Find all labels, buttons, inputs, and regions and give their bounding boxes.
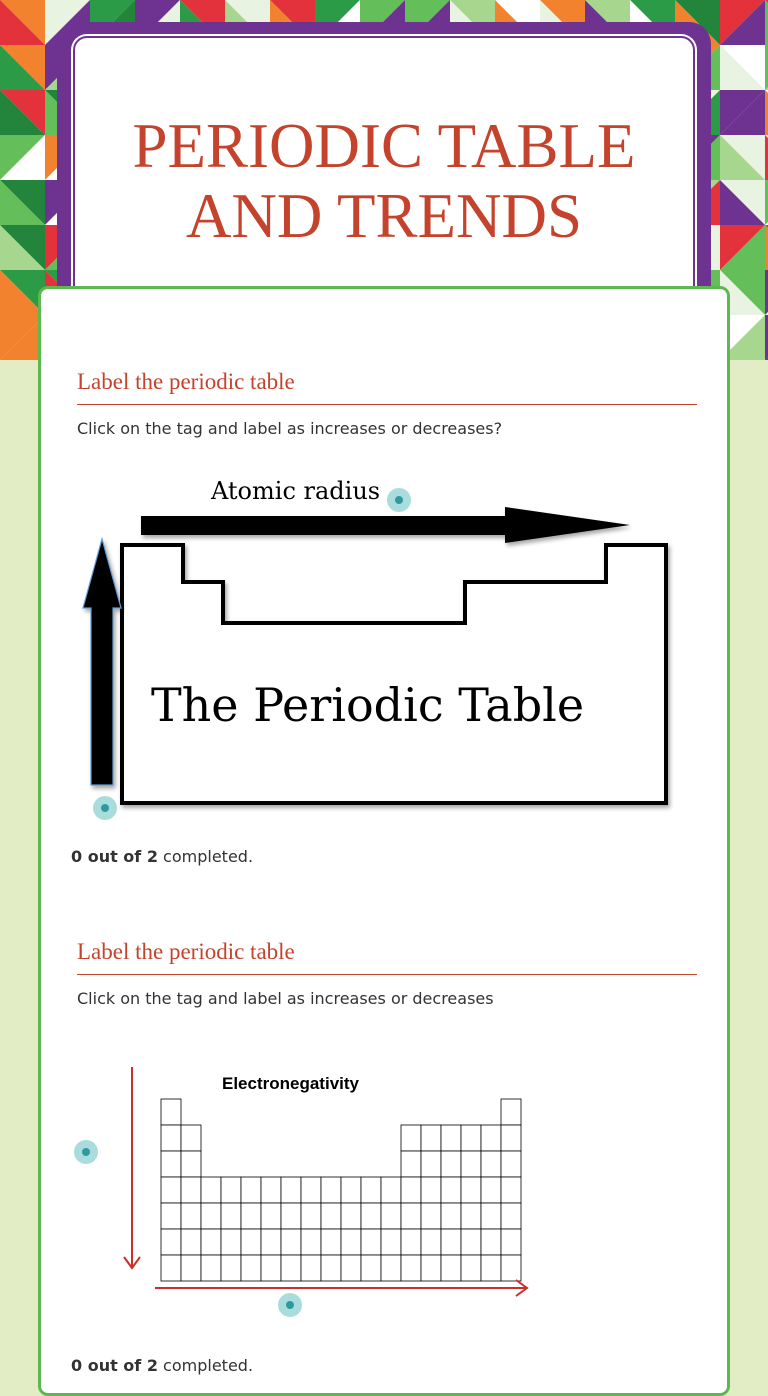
element-cell [261,1177,281,1203]
section-2-instruction: Click on the tag and label as increases or decreases [77,989,494,1008]
element-cell [181,1151,201,1177]
element-cell [321,1177,341,1203]
periodic-table-outline [122,545,666,803]
element-cell [181,1203,201,1229]
element-cell [501,1151,521,1177]
hotspot-icon[interactable] [93,796,117,820]
electronegativity-label: Electronegativity [222,1074,359,1093]
element-cell [221,1229,241,1255]
element-cell [481,1203,501,1229]
element-cell [381,1255,401,1281]
element-cell [341,1177,361,1203]
element-cell [381,1229,401,1255]
element-cell [281,1203,301,1229]
element-cell [421,1229,441,1255]
element-cell [501,1125,521,1151]
element-cell [361,1177,381,1203]
element-cell [301,1255,321,1281]
element-cell [241,1229,261,1255]
element-cell [361,1203,381,1229]
element-cell [321,1203,341,1229]
element-cell [441,1177,461,1203]
element-cell [481,1255,501,1281]
page-title [75,111,693,251]
hotspot-icon[interactable] [74,1140,98,1164]
element-cell [201,1229,221,1255]
element-cell [161,1125,181,1151]
page-title-line-2: AND TRENDS [185,181,583,251]
element-cell [241,1255,261,1281]
element-cell [161,1229,181,1255]
element-cell [361,1229,381,1255]
element-cell [341,1229,361,1255]
element-cell [261,1203,281,1229]
element-cell [261,1229,281,1255]
arrow-right-icon [155,1280,527,1296]
element-cell [421,1255,441,1281]
atomic-radius-diagram [75,473,675,821]
element-cell [161,1177,181,1203]
element-cell [401,1125,421,1151]
page-title-line-1: PERIODIC TABLE [132,111,636,181]
element-cell [461,1177,481,1203]
element-cell [501,1099,521,1125]
element-cell [161,1099,181,1125]
element-cell [461,1229,481,1255]
element-cell [161,1151,181,1177]
element-cell [461,1151,481,1177]
element-cell [501,1177,521,1203]
arrow-right-icon [141,507,630,543]
element-cell [221,1255,241,1281]
element-cell [181,1255,201,1281]
element-cell [401,1177,421,1203]
periodic-table-label: The Periodic Table [151,678,585,732]
arrow-up-icon [83,539,121,785]
section-1-instruction: Click on the tag and label as increases or decreases? [77,419,503,438]
element-cell [401,1203,421,1229]
element-cell [381,1203,401,1229]
element-cell [441,1229,461,1255]
element-cell [281,1229,301,1255]
element-cell [181,1177,201,1203]
element-cell [461,1203,481,1229]
element-cell [241,1177,261,1203]
element-cell [501,1229,521,1255]
element-cell [441,1125,461,1151]
element-cell [501,1255,521,1281]
element-cell [441,1203,461,1229]
element-cell [161,1203,181,1229]
section-2-heading: Label the periodic table [77,939,697,975]
element-cell [301,1177,321,1203]
element-cell [161,1255,181,1281]
section-2-progress-text: completed. [157,1356,254,1375]
periodic-table-grid [161,1099,521,1281]
element-cell [481,1151,501,1177]
element-cell [181,1125,201,1151]
element-cell [321,1229,341,1255]
element-cell [441,1255,461,1281]
element-cell [421,1151,441,1177]
element-cell [501,1203,521,1229]
element-cell [461,1125,481,1151]
element-cell [401,1151,421,1177]
element-cell [221,1177,241,1203]
hotspot-icon[interactable] [278,1293,302,1317]
section-1-progress [71,847,253,866]
element-cell [401,1255,421,1281]
section-2-progress [71,1356,253,1375]
element-cell [481,1125,501,1151]
element-cell [201,1177,221,1203]
element-cell [241,1203,261,1229]
section-2-progress-count: 0 out of 2 [71,1356,158,1375]
element-cell [341,1203,361,1229]
title-card [73,36,695,322]
element-cell [221,1203,241,1229]
atomic-radius-label: Atomic radius [211,477,381,505]
element-cell [341,1255,361,1281]
element-cell [461,1255,481,1281]
element-cell [321,1255,341,1281]
element-cell [181,1229,201,1255]
element-cell [481,1177,501,1203]
element-cell [301,1203,321,1229]
element-cell [441,1151,461,1177]
element-cell [301,1229,321,1255]
element-cell [481,1229,501,1255]
element-cell [401,1229,421,1255]
title-frame [57,22,711,322]
element-cell [281,1255,301,1281]
electronegativity-diagram [67,1059,567,1349]
element-cell [361,1255,381,1281]
element-cell [421,1125,441,1151]
hotspot-icon[interactable] [387,488,411,512]
element-cell [381,1177,401,1203]
section-1-progress-text: completed. [157,847,254,866]
section-1-progress-count: 0 out of 2 [71,847,158,866]
arrow-down-icon [124,1067,140,1268]
content-card [38,286,730,1396]
element-cell [281,1177,301,1203]
element-cell [261,1255,281,1281]
section-1-heading: Label the periodic table [77,369,697,405]
element-cell [421,1203,441,1229]
element-cell [201,1203,221,1229]
element-cell [421,1177,441,1203]
element-cell [201,1255,221,1281]
